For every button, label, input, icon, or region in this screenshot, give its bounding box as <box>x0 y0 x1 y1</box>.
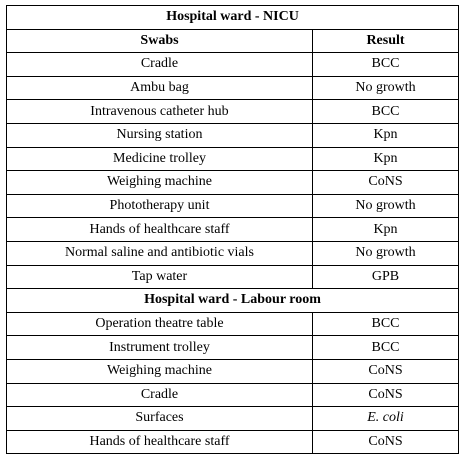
section-title: Hospital ward - Labour room <box>7 289 459 313</box>
table-row <box>7 53 459 77</box>
table-row <box>7 123 459 147</box>
table-row <box>7 265 459 289</box>
result-cell: BCC <box>313 336 459 360</box>
swab-cell: Operation theatre table <box>7 312 313 336</box>
swab-cell: Phototherapy unit <box>7 194 313 218</box>
swab-cell: Hands of healthcare staff <box>7 218 313 242</box>
result-cell: Kpn <box>313 218 459 242</box>
table-row <box>7 383 459 407</box>
result-cell: GPB <box>313 265 459 289</box>
result-cell: No growth <box>313 241 459 265</box>
swab-cell: Cradle <box>7 383 313 407</box>
result-cell: CoNS <box>313 383 459 407</box>
table-row <box>7 241 459 265</box>
section-title: Hospital ward - NICU <box>7 6 459 30</box>
swab-results-table <box>6 5 459 454</box>
column-header-result: Result <box>313 29 459 53</box>
table-row <box>7 76 459 100</box>
swab-cell: Nursing station <box>7 123 313 147</box>
swab-cell: Weighing machine <box>7 171 313 195</box>
table-row <box>7 147 459 171</box>
table-body <box>7 6 459 454</box>
swab-cell: Surfaces <box>7 407 313 431</box>
column-header-row <box>7 29 459 53</box>
result-cell: Kpn <box>313 147 459 171</box>
swab-cell: Weighing machine <box>7 359 313 383</box>
result-cell: E. coli <box>313 407 459 431</box>
result-cell: CoNS <box>313 359 459 383</box>
swab-cell: Intravenous catheter hub <box>7 100 313 124</box>
swab-cell: Ambu bag <box>7 76 313 100</box>
table-row <box>7 218 459 242</box>
result-cell: CoNS <box>313 430 459 454</box>
result-cell: BCC <box>313 53 459 77</box>
swab-cell: Instrument trolley <box>7 336 313 360</box>
section-header-labour-room <box>7 289 459 313</box>
table-row <box>7 336 459 360</box>
table-row <box>7 171 459 195</box>
table-row <box>7 359 459 383</box>
result-cell: No growth <box>313 76 459 100</box>
table-row <box>7 430 459 454</box>
result-cell: Kpn <box>313 123 459 147</box>
table-row <box>7 407 459 431</box>
table-row <box>7 194 459 218</box>
swab-cell: Medicine trolley <box>7 147 313 171</box>
swab-cell: Cradle <box>7 53 313 77</box>
result-cell: BCC <box>313 312 459 336</box>
swab-cell: Tap water <box>7 265 313 289</box>
result-cell: BCC <box>313 100 459 124</box>
result-cell: No growth <box>313 194 459 218</box>
table-row <box>7 100 459 124</box>
swab-cell: Normal saline and antibiotic vials <box>7 241 313 265</box>
swab-cell: Hands of healthcare staff <box>7 430 313 454</box>
column-header-swabs: Swabs <box>7 29 313 53</box>
table-row <box>7 312 459 336</box>
result-cell: CoNS <box>313 171 459 195</box>
section-header-nicu <box>7 6 459 30</box>
